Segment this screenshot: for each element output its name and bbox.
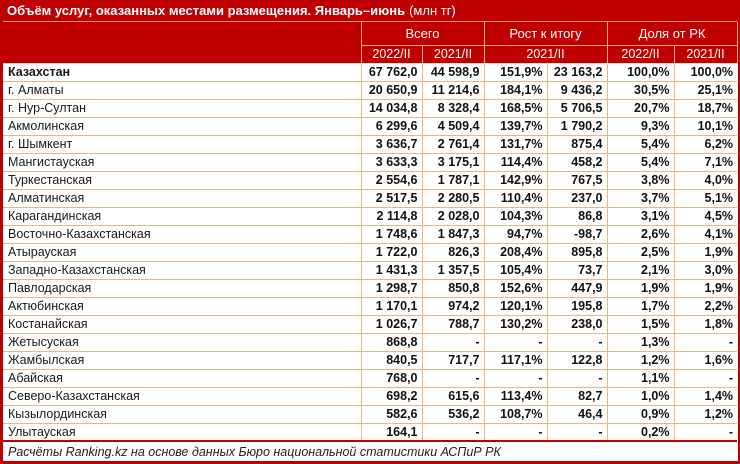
- value-cell: 1,9%: [674, 243, 737, 261]
- value-cell: 1 026,7: [361, 315, 422, 333]
- sub-header-growth-2021: 2021/II: [484, 45, 607, 63]
- value-cell: 105,4%: [484, 261, 547, 279]
- region-name: г. Шымкент: [3, 135, 361, 153]
- value-cell: 4,0%: [674, 171, 737, 189]
- table-row: [3, 225, 737, 243]
- value-cell: 117,1%: [484, 351, 547, 369]
- value-cell: 1 787,1: [422, 171, 484, 189]
- value-cell: -: [674, 423, 737, 441]
- value-cell: 238,0: [547, 315, 607, 333]
- value-cell: 615,6: [422, 387, 484, 405]
- value-cell: 2 554,6: [361, 171, 422, 189]
- value-cell: 100,0%: [674, 63, 737, 81]
- region-name: Алматинская: [3, 189, 361, 207]
- table-row: [3, 315, 737, 333]
- value-cell: 104,3%: [484, 207, 547, 225]
- value-cell: 6,2%: [674, 135, 737, 153]
- table-row: [3, 243, 737, 261]
- table-row: [3, 81, 737, 99]
- sub-header-share-2021: 2021/II: [674, 45, 737, 63]
- value-cell: 1 847,3: [422, 225, 484, 243]
- sub-header-total-2022: 2022/II: [361, 45, 422, 63]
- value-cell: 164,1: [361, 423, 422, 441]
- value-cell: 1,7%: [607, 297, 674, 315]
- value-cell: 1 790,2: [547, 117, 607, 135]
- value-cell: 875,4: [547, 135, 607, 153]
- value-cell: 717,7: [422, 351, 484, 369]
- value-cell: 100,0%: [607, 63, 674, 81]
- region-column-header: [3, 22, 361, 63]
- value-cell: 8 328,4: [422, 99, 484, 117]
- value-cell: 1 357,5: [422, 261, 484, 279]
- table-row: [3, 135, 737, 153]
- region-name: Атырауская: [3, 243, 361, 261]
- value-cell: 195,8: [547, 297, 607, 315]
- table-row: [3, 117, 737, 135]
- value-cell: 1,4%: [674, 387, 737, 405]
- table-row: [3, 333, 737, 351]
- table-row: [3, 63, 737, 81]
- value-cell: 10,1%: [674, 117, 737, 135]
- value-cell: 131,7%: [484, 135, 547, 153]
- source-row: [3, 441, 737, 461]
- value-cell: 113,4%: [484, 387, 547, 405]
- value-cell: -: [547, 369, 607, 387]
- region-name: Улытауская: [3, 423, 361, 441]
- value-cell: 184,1%: [484, 81, 547, 99]
- value-cell: -: [484, 369, 547, 387]
- sub-header-total-2021: 2021/II: [422, 45, 484, 63]
- header-group-row: [3, 22, 737, 45]
- table-row: [3, 369, 737, 387]
- value-cell: 11 214,6: [422, 81, 484, 99]
- value-cell: 0,9%: [607, 405, 674, 423]
- value-cell: 3,7%: [607, 189, 674, 207]
- value-cell: 18,7%: [674, 99, 737, 117]
- region-name: Актюбинская: [3, 297, 361, 315]
- value-cell: 130,2%: [484, 315, 547, 333]
- value-cell: 67 762,0: [361, 63, 422, 81]
- value-cell: 3,1%: [607, 207, 674, 225]
- value-cell: 1,5%: [607, 315, 674, 333]
- region-name: г. Нур-Султан: [3, 99, 361, 117]
- table-row: [3, 207, 737, 225]
- value-cell: 14 034,8: [361, 99, 422, 117]
- value-cell: 4,1%: [674, 225, 737, 243]
- value-cell: 1 722,0: [361, 243, 422, 261]
- value-cell: 9 436,2: [547, 81, 607, 99]
- table-body: [3, 63, 737, 441]
- value-cell: 767,5: [547, 171, 607, 189]
- region-name: Жамбылская: [3, 351, 361, 369]
- value-cell: 1 748,6: [361, 225, 422, 243]
- group-header-total: Всего: [361, 22, 484, 45]
- table-row: [3, 99, 737, 117]
- table-title-unit: (млн тг): [409, 3, 456, 18]
- value-cell: 151,9%: [484, 63, 547, 81]
- table-title-text: Объём услуг, оказанных местами размещения. Январь–июнь: [7, 3, 406, 18]
- value-cell: 868,8: [361, 333, 422, 351]
- region-name: Восточно-Казахстанская: [3, 225, 361, 243]
- value-cell: 3,8%: [607, 171, 674, 189]
- region-name: Костанайская: [3, 315, 361, 333]
- table-row: [3, 261, 737, 279]
- value-cell: 110,4%: [484, 189, 547, 207]
- sub-header-share-2022: 2022/II: [607, 45, 674, 63]
- value-cell: 122,8: [547, 351, 607, 369]
- value-cell: 108,7%: [484, 405, 547, 423]
- value-cell: 2,2%: [674, 297, 737, 315]
- value-cell: 82,7: [547, 387, 607, 405]
- value-cell: 20,7%: [607, 99, 674, 117]
- value-cell: -98,7: [547, 225, 607, 243]
- value-cell: 582,6: [361, 405, 422, 423]
- value-cell: 850,8: [422, 279, 484, 297]
- table-row: [3, 153, 737, 171]
- value-cell: 840,5: [361, 351, 422, 369]
- region-name: Мангистауская: [3, 153, 361, 171]
- table-row: [3, 279, 737, 297]
- region-name: Северо-Казахстанская: [3, 387, 361, 405]
- value-cell: 2,6%: [607, 225, 674, 243]
- value-cell: 826,3: [422, 243, 484, 261]
- value-cell: 2,5%: [607, 243, 674, 261]
- value-cell: 788,7: [422, 315, 484, 333]
- value-cell: 237,0: [547, 189, 607, 207]
- value-cell: 44 598,9: [422, 63, 484, 81]
- table-footer: [3, 441, 737, 461]
- value-cell: 168,5%: [484, 99, 547, 117]
- value-cell: -: [422, 423, 484, 441]
- value-cell: 2 761,4: [422, 135, 484, 153]
- value-cell: 1 431,3: [361, 261, 422, 279]
- value-cell: 5 706,5: [547, 99, 607, 117]
- region-name: Казахстан: [3, 63, 361, 81]
- value-cell: 25,1%: [674, 81, 737, 99]
- group-header-growth: Рост к итогу: [484, 22, 607, 45]
- value-cell: 3 175,1: [422, 153, 484, 171]
- value-cell: 86,8: [547, 207, 607, 225]
- value-cell: 7,1%: [674, 153, 737, 171]
- value-cell: 4 509,4: [422, 117, 484, 135]
- value-cell: -: [674, 369, 737, 387]
- value-cell: 208,4%: [484, 243, 547, 261]
- value-cell: 1,2%: [607, 351, 674, 369]
- group-header-share: Доля от РК: [607, 22, 737, 45]
- region-name: г. Алматы: [3, 81, 361, 99]
- value-cell: 0,2%: [607, 423, 674, 441]
- value-cell: 1,1%: [607, 369, 674, 387]
- region-name: Павлодарская: [3, 279, 361, 297]
- value-cell: 536,2: [422, 405, 484, 423]
- value-cell: 2 280,5: [422, 189, 484, 207]
- value-cell: 114,4%: [484, 153, 547, 171]
- value-cell: 698,2: [361, 387, 422, 405]
- value-cell: -: [547, 423, 607, 441]
- region-name: Туркестанская: [3, 171, 361, 189]
- value-cell: 73,7: [547, 261, 607, 279]
- table-row: [3, 297, 737, 315]
- value-cell: 5,4%: [607, 135, 674, 153]
- value-cell: -: [422, 333, 484, 351]
- value-cell: 142,9%: [484, 171, 547, 189]
- value-cell: 2 114,8: [361, 207, 422, 225]
- value-cell: 2 028,0: [422, 207, 484, 225]
- source-note: Расчёты Ranking.kz на основе данных Бюро национальной статистики АСПиР РК: [3, 441, 737, 461]
- value-cell: 1 170,1: [361, 297, 422, 315]
- region-name: Абайская: [3, 369, 361, 387]
- region-name: Западно-Казахстанская: [3, 261, 361, 279]
- region-name: Акмолинская: [3, 117, 361, 135]
- table-row: [3, 405, 737, 423]
- table-title: [3, 0, 737, 22]
- value-cell: 1,2%: [674, 405, 737, 423]
- value-cell: 3 636,7: [361, 135, 422, 153]
- table-row: [3, 423, 737, 441]
- value-cell: 447,9: [547, 279, 607, 297]
- value-cell: 974,2: [422, 297, 484, 315]
- value-cell: 46,4: [547, 405, 607, 423]
- value-cell: 1 298,7: [361, 279, 422, 297]
- value-cell: -: [547, 333, 607, 351]
- value-cell: 5,1%: [674, 189, 737, 207]
- value-cell: 1,9%: [674, 279, 737, 297]
- value-cell: 94,7%: [484, 225, 547, 243]
- value-cell: 9,3%: [607, 117, 674, 135]
- value-cell: 1,3%: [607, 333, 674, 351]
- value-cell: 20 650,9: [361, 81, 422, 99]
- table-row: [3, 171, 737, 189]
- region-name: Кызылординская: [3, 405, 361, 423]
- value-cell: 1,9%: [607, 279, 674, 297]
- value-cell: 1,8%: [674, 315, 737, 333]
- value-cell: -: [484, 333, 547, 351]
- table-row: [3, 189, 737, 207]
- statistics-table: [3, 22, 738, 461]
- value-cell: -: [674, 333, 737, 351]
- table-row: [3, 351, 737, 369]
- table-header: [3, 22, 737, 63]
- value-cell: 2 517,5: [361, 189, 422, 207]
- value-cell: 768,0: [361, 369, 422, 387]
- region-name: Карагандинская: [3, 207, 361, 225]
- value-cell: 23 163,2: [547, 63, 607, 81]
- value-cell: 120,1%: [484, 297, 547, 315]
- value-cell: 5,4%: [607, 153, 674, 171]
- value-cell: 30,5%: [607, 81, 674, 99]
- table-row: [3, 387, 737, 405]
- value-cell: 458,2: [547, 153, 607, 171]
- value-cell: 3,0%: [674, 261, 737, 279]
- value-cell: 1,0%: [607, 387, 674, 405]
- value-cell: -: [422, 369, 484, 387]
- region-name: Жетысуская: [3, 333, 361, 351]
- value-cell: 6 299,6: [361, 117, 422, 135]
- value-cell: 139,7%: [484, 117, 547, 135]
- value-cell: 4,5%: [674, 207, 737, 225]
- value-cell: 1,6%: [674, 351, 737, 369]
- value-cell: -: [484, 423, 547, 441]
- value-cell: 152,6%: [484, 279, 547, 297]
- value-cell: 895,8: [547, 243, 607, 261]
- value-cell: 2,1%: [607, 261, 674, 279]
- value-cell: 3 633,3: [361, 153, 422, 171]
